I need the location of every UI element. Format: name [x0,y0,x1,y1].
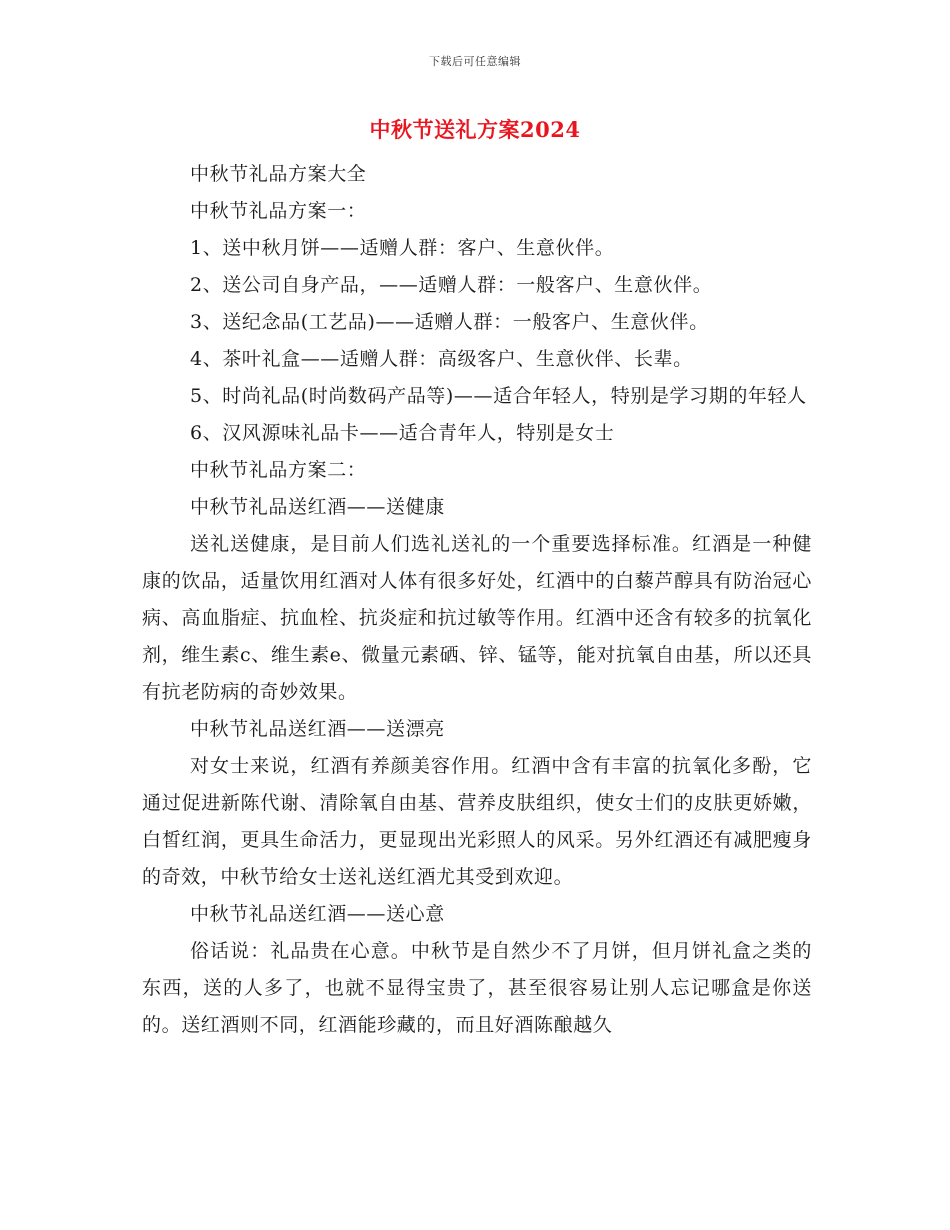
list-item: 5、时尚礼品(时尚数码产品等)——适合年轻人，特别是学习期的年轻人 [190,385,807,407]
paragraph: 中秋节礼品方案一： [190,200,367,222]
list-item: 6、汉风源味礼品卡——适合青年人，特别是女士 [190,422,615,444]
paragraph: 俗话说：礼品贵在心意。中秋节是自然少不了月饼，但月饼礼盒之类的东西，送的人多了，也就不显得宝贵了，甚至很容易让别人忘记哪盒是你送的。送红酒则不同，红酒能珍藏的，而且好酒陈酿越久 [142,940,812,1036]
paragraph: 送礼送健康，是目前人们选礼送礼的一个重要选择标准。红酒是一种健康的饮品，适量饮用红酒对人体有很多好处，红酒中的白藜芦醇具有防治冠心病、高血脂症、抗血栓、抗炎症和抗过敏等作用。红酒中还含有较多的抗氧化剂，维生素c、维生素e、微量元素硒、锌、锰等，能对抗氧自由基，所以还具有抗老防病的奇妙效果。 [142,533,812,703]
document-body [142,156,812,1044]
list-item: 3、送纪念品(工艺品)——适赠人群：一般客户、生意伙伴。 [190,311,709,333]
paragraph: 中秋节礼品方案大全 [190,163,367,185]
list-item: 2、送公司自身产品，——适赠人群：一般客户、生意伙伴。 [190,274,713,296]
document-title: 中秋节送礼方案2024 [369,117,581,142]
section-heading: 中秋节礼品送红酒——送心意 [190,903,445,925]
list-item: 4、茶叶礼盒——适赠人群：高级客户、生意伙伴、长辈。 [190,348,693,370]
section-heading: 中秋节礼品送红酒——送健康 [190,496,445,518]
paragraph: 中秋节礼品方案二： [190,459,367,481]
section-heading: 中秋节礼品送红酒——送漂亮 [190,718,445,740]
page-header-note: 下载后可任意编辑 [429,55,521,68]
paragraph: 对女士来说，红酒有养颜美容作用。红酒中含有丰富的抗氧化多酚，它通过促进新陈代谢、清除氧自由基、营养皮肤组织，使女士们的皮肤更娇嫩，白皙红润，更具生命活力，更显现出光彩照人的风采。另外红酒还有减肥瘦身的奇效，中秋节给女士送礼送红酒尤其受到欢迎。 [142,755,812,888]
list-item: 1、送中秋月饼——适赠人群：客户、生意伙伴。 [190,237,615,259]
